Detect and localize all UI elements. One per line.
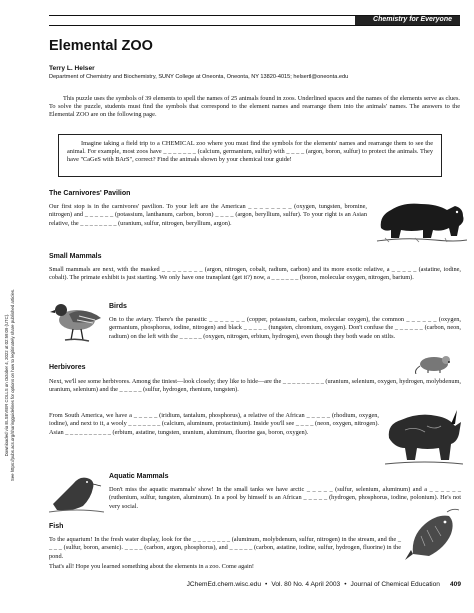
section-header-bar: [49, 15, 460, 26]
pigeon-illustration: [49, 296, 104, 346]
page-number: 409: [449, 581, 461, 588]
instructions-box: [58, 134, 442, 177]
page-footer: JChemEd.chem.wisc.edu • Vol. 80 No. 4 April 2003 • Journal of Chemical Education 409: [186, 581, 461, 588]
footer-journal: Journal of Chemical Education: [350, 581, 440, 588]
small-mammals-heading: Small Mammals: [49, 253, 102, 260]
download-notice-line2: See https://pubs.acs.org/sharingguidelines for options on how to legitimately share published articles.: [10, 288, 15, 482]
footer-site: JChemEd.chem.wisc.edu: [186, 581, 261, 588]
fish-heading: Fish: [49, 523, 64, 530]
small-mammals-text: Small mammals are next, with the masked _ _ _ _ _ _ _ _ (argon, nitrogen, cobalt, radium, carbon) and its more exotic relative, a _ _ _ _ _ (astatine, iodine, cobalt). The primate exhibit is just starting. We only have one transplant (get it?) now, a _ _ _ _ _ _ (boron, molecular oxygen, nitrogen, barium).: [49, 266, 461, 282]
bear-illustration: [375, 188, 467, 246]
rhinoceros-illustration: [385, 402, 463, 470]
download-notice: [1, 215, 19, 555]
instructions-text: Imagine taking a field trip to a CHEMICAL zoo where you must find the symbols for the elements' names and rearrange them to see the animal. For example, most zoos have _ _ _ _ _ _ _ (calcium, germanium, sulfur) with _ _ _ _ (argon, boron, sulfur) to protect the animals. They have "CaGeS with BArS", correct? Find the animals shown by your chemical tour guide!: [67, 140, 433, 164]
carnivores-text: Our first stop is in the carnivores' pavilion. To your left are the American _ _ _ _ _ _ _ _ (oxygen, tungsten, bromine, nitrogen) and _ _ _ _ _ _ (potassium, lanthanum, carbon, boron) _ _ _ _ (argon, beryllium, sulfur). To your right is an Asian relative, the _ _ _ _ _ _ _ _ (uranium, sulfur, nitrogen, beryllium, argon).: [49, 203, 367, 227]
fish-text: To the aquarium! In the fresh water display, look for the _ _ _ _ _ _ _ _ (aluminum, molybdenum, sulfur, nitrogen) in the stream, and the _ _ _ _ (sulfur, boron, arsenic). _ _ _ _ (carbon, argon, phosphorus), and _ _ _ _ _ (carbon, astatine, iodine, sulfur, hydrogen, fluorine) in the pond.: [49, 536, 401, 560]
closing-text: That's all! Hope you learned something about the elements in a zoo. Come again!: [49, 563, 255, 570]
aquatic-text: Don't miss the aquatic mammals' show! In the small tanks we have arctic _ _ _ _ _ (sulfur, selenium, aluminum) and a _ _ _ _ _ _ (ruthenium, sulfur, tungsten, aluminum). In a pool by himself is an African _ _ _ _ _ (hydrogen, phosphorus, iodine, polonium). He's not very social.: [109, 486, 461, 510]
fish-illustration: [403, 506, 463, 564]
birds-heading: Birds: [109, 303, 127, 310]
carnivores-heading: The Carnivores' Pavilion: [49, 190, 131, 197]
birds-text: On to the aviary. There's the parasitic _ _ _ _ _ _ _ (copper, potassium, carbon, molecular oxygen), the common _ _ _ _ _ _ (oxygen, germanium, phosphorus, iodine, nitrogen) and black _ _ _ _ _ (tungsten, chromium, oxygen). Don't confuse the _ _ _ _ _ _ (carbon, neon, radium) on the left with the _ _ _ _ _ (oxygen, nitrogen, erbium, hydrogen), even though they both wade on stilts.: [109, 316, 461, 340]
seal-illustration: [49, 468, 104, 513]
download-notice-line1: Downloaded via ELSEVIER COLLS on October 4, 2022 at 02:59:09 (UTC).: [4, 313, 9, 457]
mouse-illustration: [414, 352, 462, 374]
section-label: Chemistry for Everyone: [355, 16, 460, 25]
herbivores-heading: Herbivores: [49, 364, 86, 371]
author-name: Terry L. Helser: [49, 65, 95, 72]
intro-paragraph: This puzzle uses the symbols of 39 elements to spell the names of 25 animals found in zoos. Underlined spaces and the names of the elements serve as clues. To solve the puzzle, students must find the symbols that correspond to the element names and rearrange them into the animals' names. The answers to the Elemental ZOO are on the following page.: [49, 95, 460, 119]
aquatic-heading: Aquatic Mammals: [109, 473, 169, 480]
herbivores-text-1: Next, we'll see some herbivores. Among the tiniest—look closely; they like to hide—are the _ _ _ _ _ _ _ _ _ (uranium, selenium, oxygen, hydrogen, molybdenum, uranium, selenium) and the _ _ _ _ _ (sulfur, hydrogen, rhenium, tungsten).: [49, 378, 461, 394]
author-affiliation: Department of Chemistry and Biochemistry, SUNY College at Oneonta, Oneonta, NY 13820-4015; helsertl@oneonta.edu: [49, 74, 349, 80]
article-title: Elemental ZOO: [49, 38, 153, 54]
footer-volume: Vol. 80 No. 4 April 2003: [271, 581, 341, 588]
herbivores-text-2: From South America, we have a _ _ _ _ _ (iridium, tantalum, phosphorus), a relative of the African _ _ _ _ _ (rhodium, oxygen, iodine), and next to it, a wooly _ _ _ _ _ _ _ (calcium, aluminum, protactinium). Inside you'll see _ _ _ _ (neon, oxygen, nitrogen). Asian _ _ _ _ _ _ _ _ _ _ (erbium, astatine, tungsten, uranium, aluminum, fluorine gas, boron, oxygen).: [49, 412, 379, 436]
